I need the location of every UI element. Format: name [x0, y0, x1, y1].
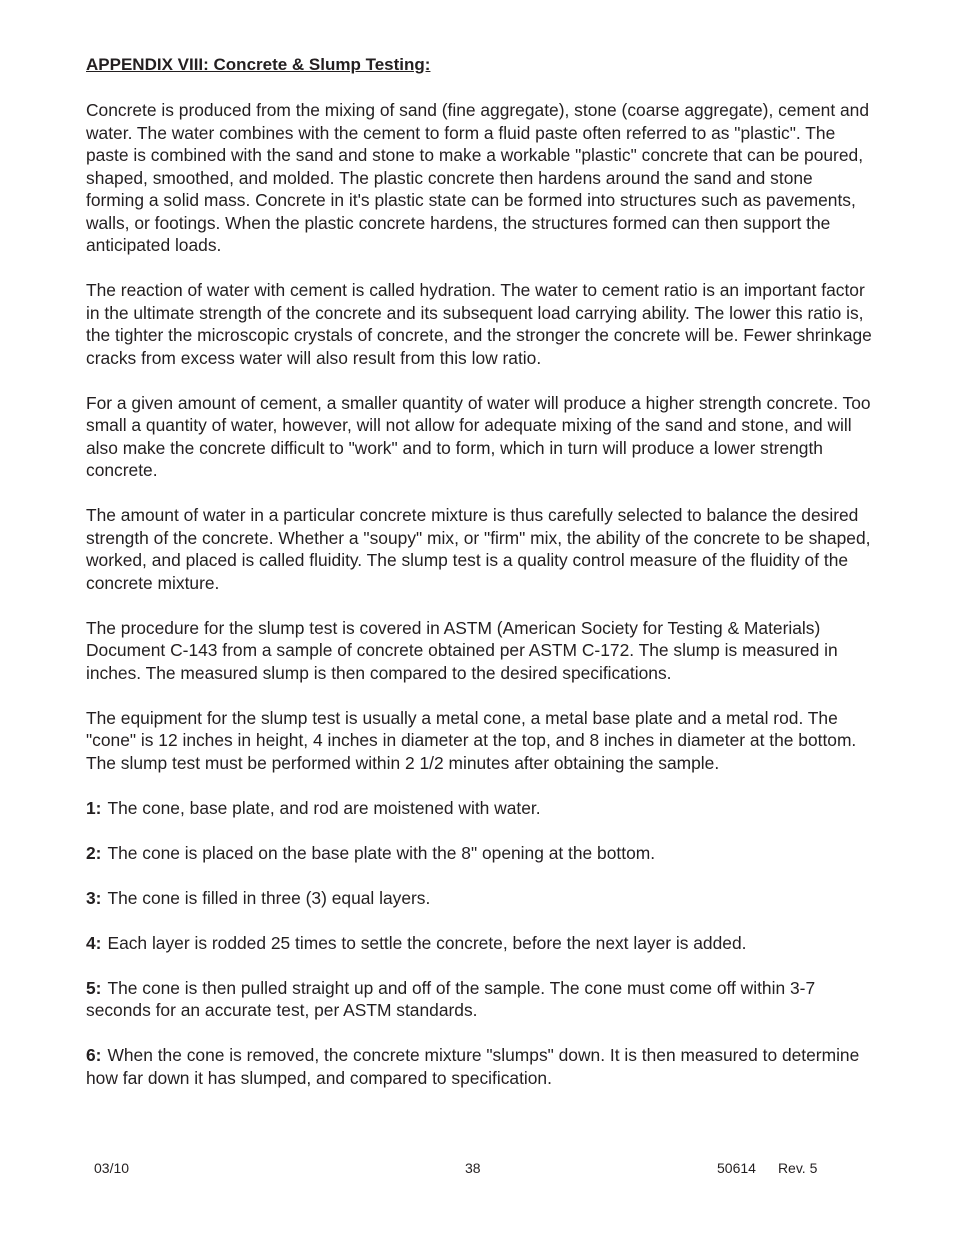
step-number: 1:	[86, 797, 102, 818]
paragraph-hydration: The reaction of water with cement is called hydration. The water to cement ratio is an important factor in the ultimate strength of the concrete and its subsequent load carrying ability. The lower this ratio is, the tighter the microscopic crystals of concrete, and the stronger the concrete will be. Fewer shrinkage cracks from excess water will also result from this low ratio.	[86, 280, 872, 368]
step-number: 2:	[86, 842, 102, 863]
step-text: The cone is placed on the base plate with the 8" opening at the bottom.	[107, 842, 656, 863]
footer-revision: Rev. 5	[777, 1160, 818, 1176]
paragraph-water-quantity: For a given amount of cement, a smaller quantity of water will produce a higher strength concrete. Too small a quantity of water, however, will not allow for adequate mixing of the sand and stone, and will also make the concrete difficult to "work" and to form, which in turn will produce a lower strength concrete.	[86, 392, 871, 480]
step-6	[86, 1044, 872, 1089]
document-page	[86, 54, 872, 1112]
step-number: 4:	[86, 932, 102, 953]
paragraph-fluidity: The amount of water in a particular concrete mixture is thus carefully selected to balance the desired strength of the concrete. Whether a "soupy" mix, or "firm" mix, the ability of the concrete to be shaped, worked, and placed is called fluidity. The slump test is a quality control measure of the fluidity of the concrete mixture.	[86, 505, 871, 593]
appendix-heading: APPENDIX VIII: Concrete & Slump Testing:	[86, 55, 431, 74]
step-3	[86, 887, 872, 910]
step-text: When the cone is removed, the concrete mixture "slumps" down. It is then measured to determine how far down it has slumped, and compared to specification.	[86, 1045, 860, 1088]
step-2	[86, 842, 872, 865]
footer-page-number: 38	[465, 1160, 481, 1176]
step-number: 6:	[86, 1045, 102, 1065]
paragraph-concrete-intro: Concrete is produced from the mixing of sand (fine aggregate), stone (coarse aggregate), cement and water. The water combines with the cement to form a fluid paste often referred to as "plastic". The paste is combined with the sand and stone to make a workable "plastic" concrete that can be poured, shaped, smoothed, and molded. The plastic concrete then hardens around the sand and stone forming a solid mass. Concrete in it's plastic state can be formed into structures such as pavements, walls, or footings. When the plastic concrete hardens, the structures formed can then support the anticipated loads.	[86, 100, 870, 255]
footer-document-id	[717, 1159, 817, 1177]
step-text: The cone, base plate, and rod are moistened with water.	[107, 797, 541, 818]
footer-doc-number: 50614	[717, 1160, 756, 1176]
step-number: 3:	[86, 887, 102, 908]
step-1	[86, 797, 872, 820]
step-4	[86, 932, 872, 955]
step-number: 5:	[86, 977, 102, 998]
step-text: Each layer is rodded 25 times to settle the concrete, before the next layer is added.	[107, 932, 747, 953]
footer-date: 03/10	[94, 1160, 130, 1176]
paragraph-equipment: The equipment for the slump test is usually a metal cone, a metal base plate and a metal rod. The "cone" is 12 inches in height, 4 inches in diameter at the top, and 8 inches in diameter at the bottom. The slump test must be performed within 2 1/2 minutes after obtaining the sample.	[86, 707, 857, 773]
step-text: The cone is filled in three (3) equal layers.	[107, 887, 431, 908]
paragraph-procedure: The procedure for the slump test is covered in ASTM (American Society for Testing & Materials) Document C-143 from a sample of concrete obtained per ASTM C-172. The slump is measured in inches. The measured slump is then compared to the desired specifications.	[86, 617, 838, 683]
step-text: The cone is then pulled straight up and off of the sample. The cone must come off within 3-7 seconds for an accurate test, per ASTM standards.	[86, 977, 816, 1020]
step-5	[86, 977, 872, 1022]
